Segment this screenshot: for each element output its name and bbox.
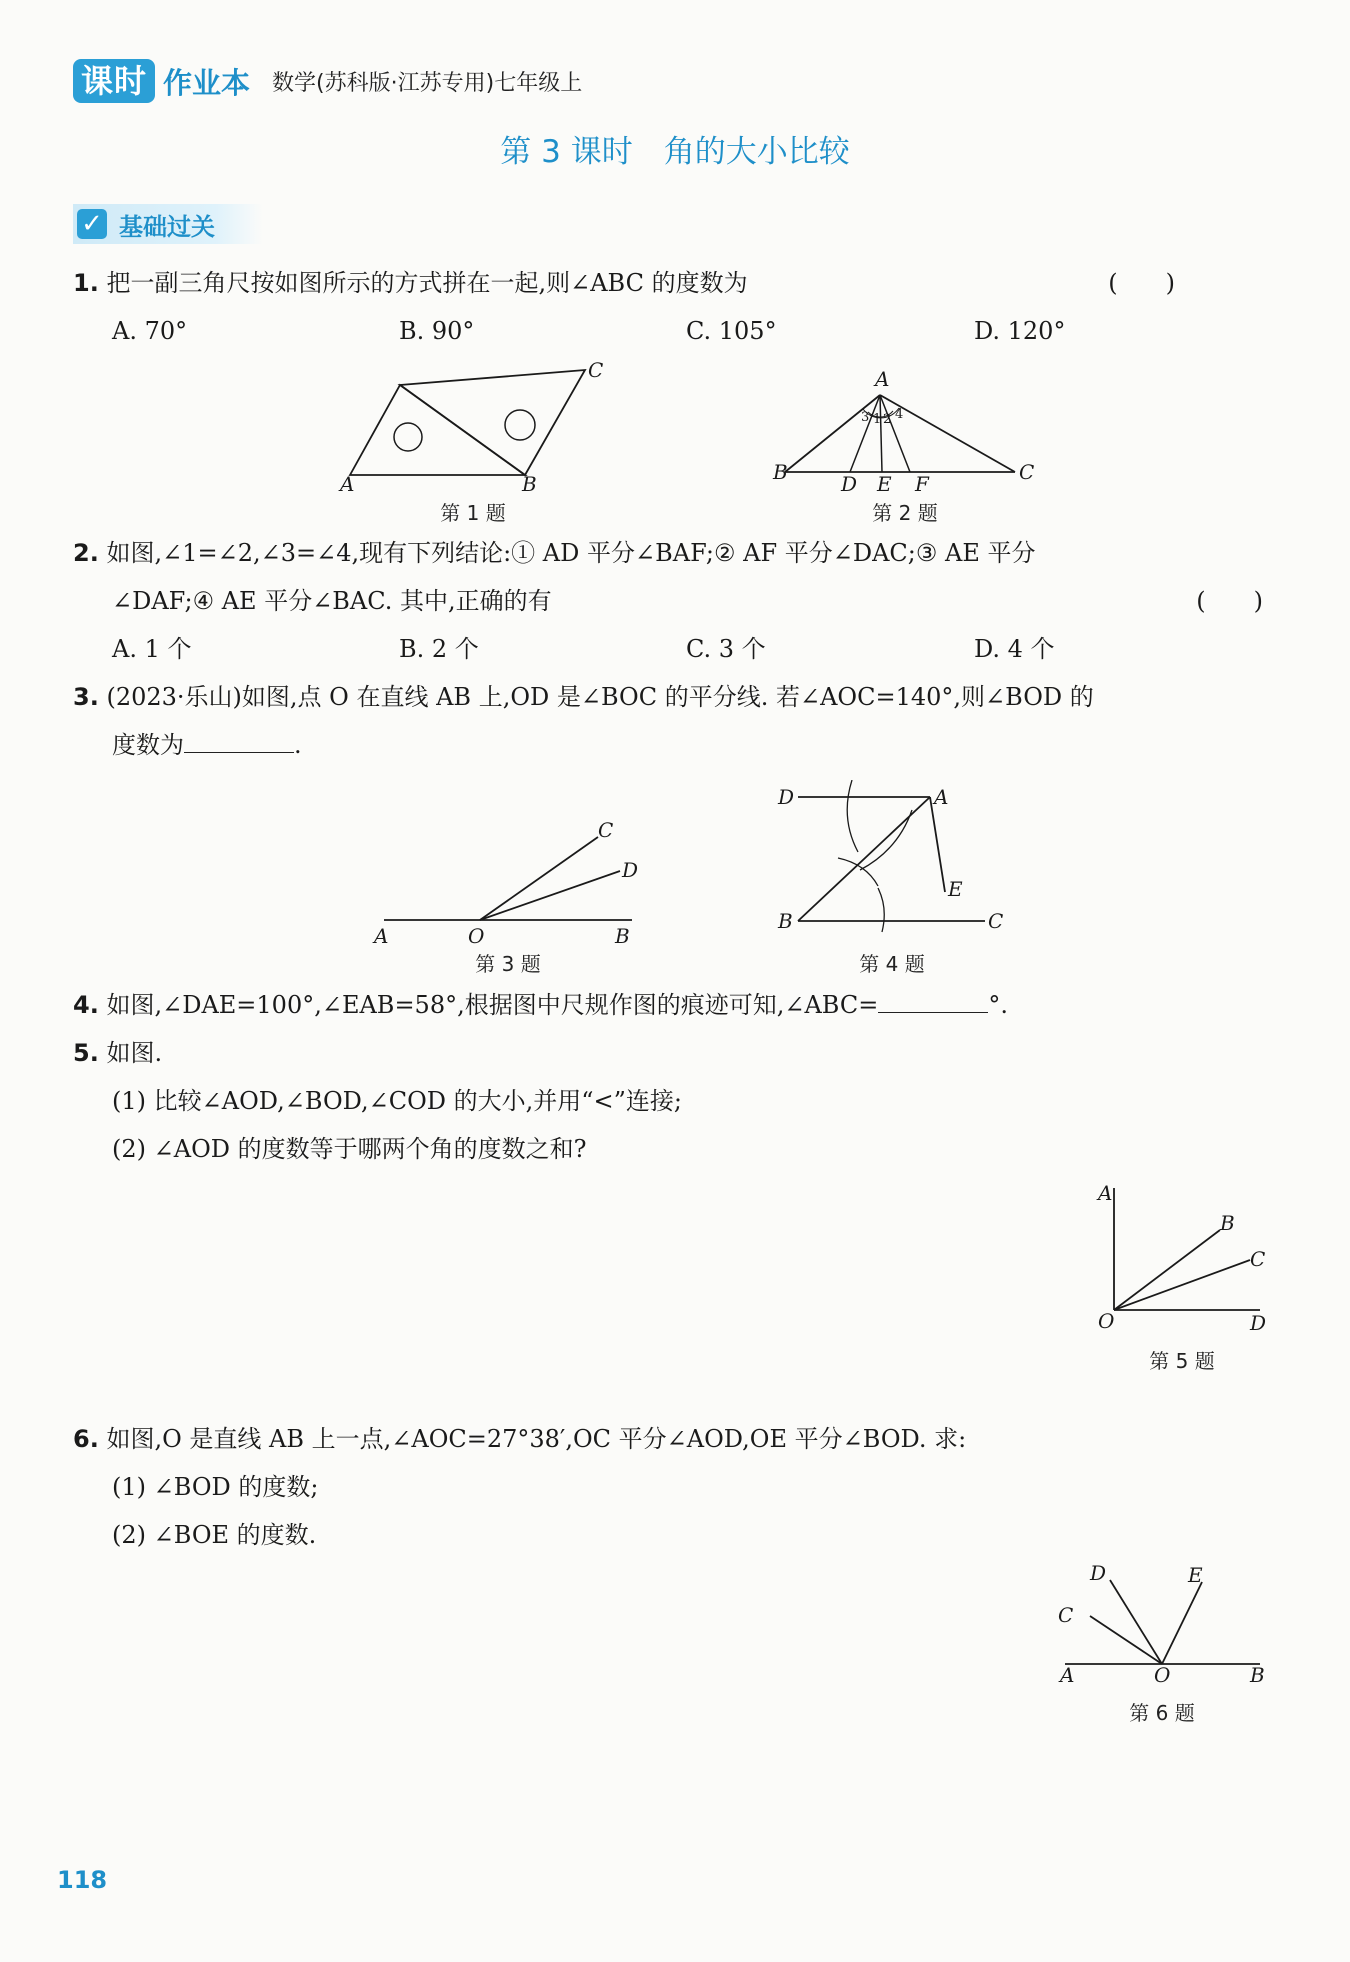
label-o: O (1154, 1663, 1171, 1687)
question-text-line-1: 如图,∠1=∠2,∠3=∠4,现有下列结论:① AD 平分∠BAF;② AF 平分∠DAC;③ AE 平分 (106, 539, 1036, 567)
section-label: 基础过关 (119, 212, 215, 241)
degree-suffix: °. (988, 991, 1008, 1019)
question-number: 4. (73, 991, 99, 1019)
question-text: 如图,∠DAE=100°,∠EAB=58°,根据图中尺规作图的痕迹可知,∠ABC= (106, 991, 879, 1019)
question-text-line-2: ∠DAF;④ AE 平分∠BAC. 其中,正确的有 (112, 587, 552, 615)
angle-label-2: 2 (883, 412, 892, 427)
question-text-line-2: 度数为 (112, 731, 184, 759)
question-5-sub-2: (2) ∠AOD 的度数等于哪两个角的度数之和? (112, 1135, 587, 1163)
section-tag (73, 204, 263, 244)
logo-text: 作业本 (163, 65, 251, 100)
question-4 (73, 988, 1008, 1022)
question-6 (73, 1422, 966, 1456)
angle-label-3: 3 (861, 410, 870, 425)
question-1 (73, 266, 1263, 300)
figure-1-caption: 第 1 题 (440, 501, 506, 525)
label-e: E (877, 472, 892, 496)
figure-3-caption: 第 3 题 (475, 952, 541, 976)
figure-6-caption: 第 6 题 (1129, 1701, 1195, 1725)
label-d: D (622, 858, 639, 882)
figure-6 (1050, 1560, 1280, 1690)
question-text: 如图,O 是直线 AB 上一点,∠AOC=27°38′,OC 平分∠AOD,OE 平分∠BOD. 求: (106, 1425, 967, 1453)
angle-label-1: 1 (873, 412, 882, 427)
label-b: B (615, 924, 630, 948)
angle-label-4: 4 (895, 407, 904, 422)
label-b: B (522, 472, 537, 495)
question-2 (73, 536, 1263, 570)
figure-1 (330, 355, 620, 495)
label-o: O (468, 924, 485, 948)
option-a[interactable]: A. 1 个 (112, 635, 192, 663)
option-b[interactable]: B. 90° (399, 317, 475, 345)
answer-paren: ( ) (1196, 587, 1263, 615)
label-d: D (1250, 1311, 1267, 1335)
question-2-line-2 (112, 584, 1263, 618)
question-6-sub-2: (2) ∠BOE 的度数. (112, 1521, 317, 1549)
label-c: C (588, 358, 604, 382)
label-b: B (1250, 1663, 1265, 1687)
question-1-options (112, 314, 1262, 348)
answer-blank[interactable] (184, 728, 294, 753)
figure-4 (770, 780, 1020, 940)
logo-badge: 课时 (73, 59, 155, 103)
question-text: 如图. (106, 1039, 163, 1067)
checkbox-icon: ✓ (77, 209, 107, 239)
question-number: 3. (73, 683, 99, 711)
figure-5 (1090, 1180, 1275, 1340)
figure-4-caption: 第 4 题 (859, 952, 925, 976)
option-c[interactable]: C. 105° (686, 317, 777, 345)
label-f: F (915, 472, 929, 496)
book-subtitle: 数学(苏科版·江苏专用)七年级上 (272, 70, 583, 96)
option-c[interactable]: C. 3 个 (686, 635, 766, 663)
label-b: B (778, 909, 793, 933)
question-2-options (112, 632, 1262, 666)
label-b: B (773, 460, 788, 484)
lesson-title: 第 3 课时 角的大小比较 (500, 134, 850, 170)
question-text: 把一副三角尺按如图所示的方式拼在一起,则∠ABC 的度数为 (106, 269, 748, 297)
label-a: A (934, 785, 949, 809)
label-a: A (374, 924, 389, 948)
figure-5-caption: 第 5 题 (1149, 1349, 1215, 1373)
label-c: C (988, 909, 1004, 933)
question-text-line-1: (2023·乐山)如图,点 O 在直线 AB 上,OD 是∠BOC 的平分线. 若∠AOC=140°,则∠BOD 的 (106, 683, 1094, 711)
label-d: D (778, 785, 795, 809)
label-c: C (1250, 1247, 1266, 1271)
option-a[interactable]: A. 70° (112, 317, 188, 345)
option-d[interactable]: D. 4 个 (974, 635, 1055, 663)
figure-2-caption: 第 2 题 (872, 501, 938, 525)
label-c: C (1058, 1603, 1074, 1627)
question-3 (73, 680, 1263, 714)
question-5-sub-1: (1) 比较∠AOD,∠BOD,∠COD 的大小,并用“<”连接; (112, 1087, 683, 1115)
label-e: E (1188, 1563, 1203, 1587)
question-number: 6. (73, 1425, 99, 1453)
page-number: 118 (57, 1866, 108, 1894)
question-number: 1. (73, 269, 99, 297)
answer-blank[interactable] (878, 988, 988, 1013)
label-d: D (1090, 1561, 1107, 1585)
label-a: A (875, 368, 890, 391)
label-c: C (598, 818, 614, 842)
question-number: 2. (73, 539, 99, 567)
question-6-sub-1: (1) ∠BOD 的度数; (112, 1473, 319, 1501)
label-c: C (1019, 460, 1035, 484)
header (73, 58, 582, 104)
figure-2 (765, 368, 1045, 498)
question-3-line-2 (112, 728, 302, 762)
option-d[interactable]: D. 120° (974, 317, 1066, 345)
label-a: A (1098, 1181, 1113, 1205)
label-o: O (1098, 1309, 1115, 1333)
label-d: D (841, 472, 858, 496)
period: . (294, 731, 302, 759)
question-number: 5. (73, 1039, 99, 1067)
answer-paren: ( ) (1108, 269, 1175, 297)
figure-3 (370, 805, 650, 955)
label-b: B (1220, 1211, 1235, 1235)
label-a: A (340, 472, 355, 495)
label-e: E (948, 877, 963, 901)
option-b[interactable]: B. 2 个 (399, 635, 479, 663)
label-a: A (1060, 1663, 1075, 1687)
question-5 (73, 1036, 162, 1070)
